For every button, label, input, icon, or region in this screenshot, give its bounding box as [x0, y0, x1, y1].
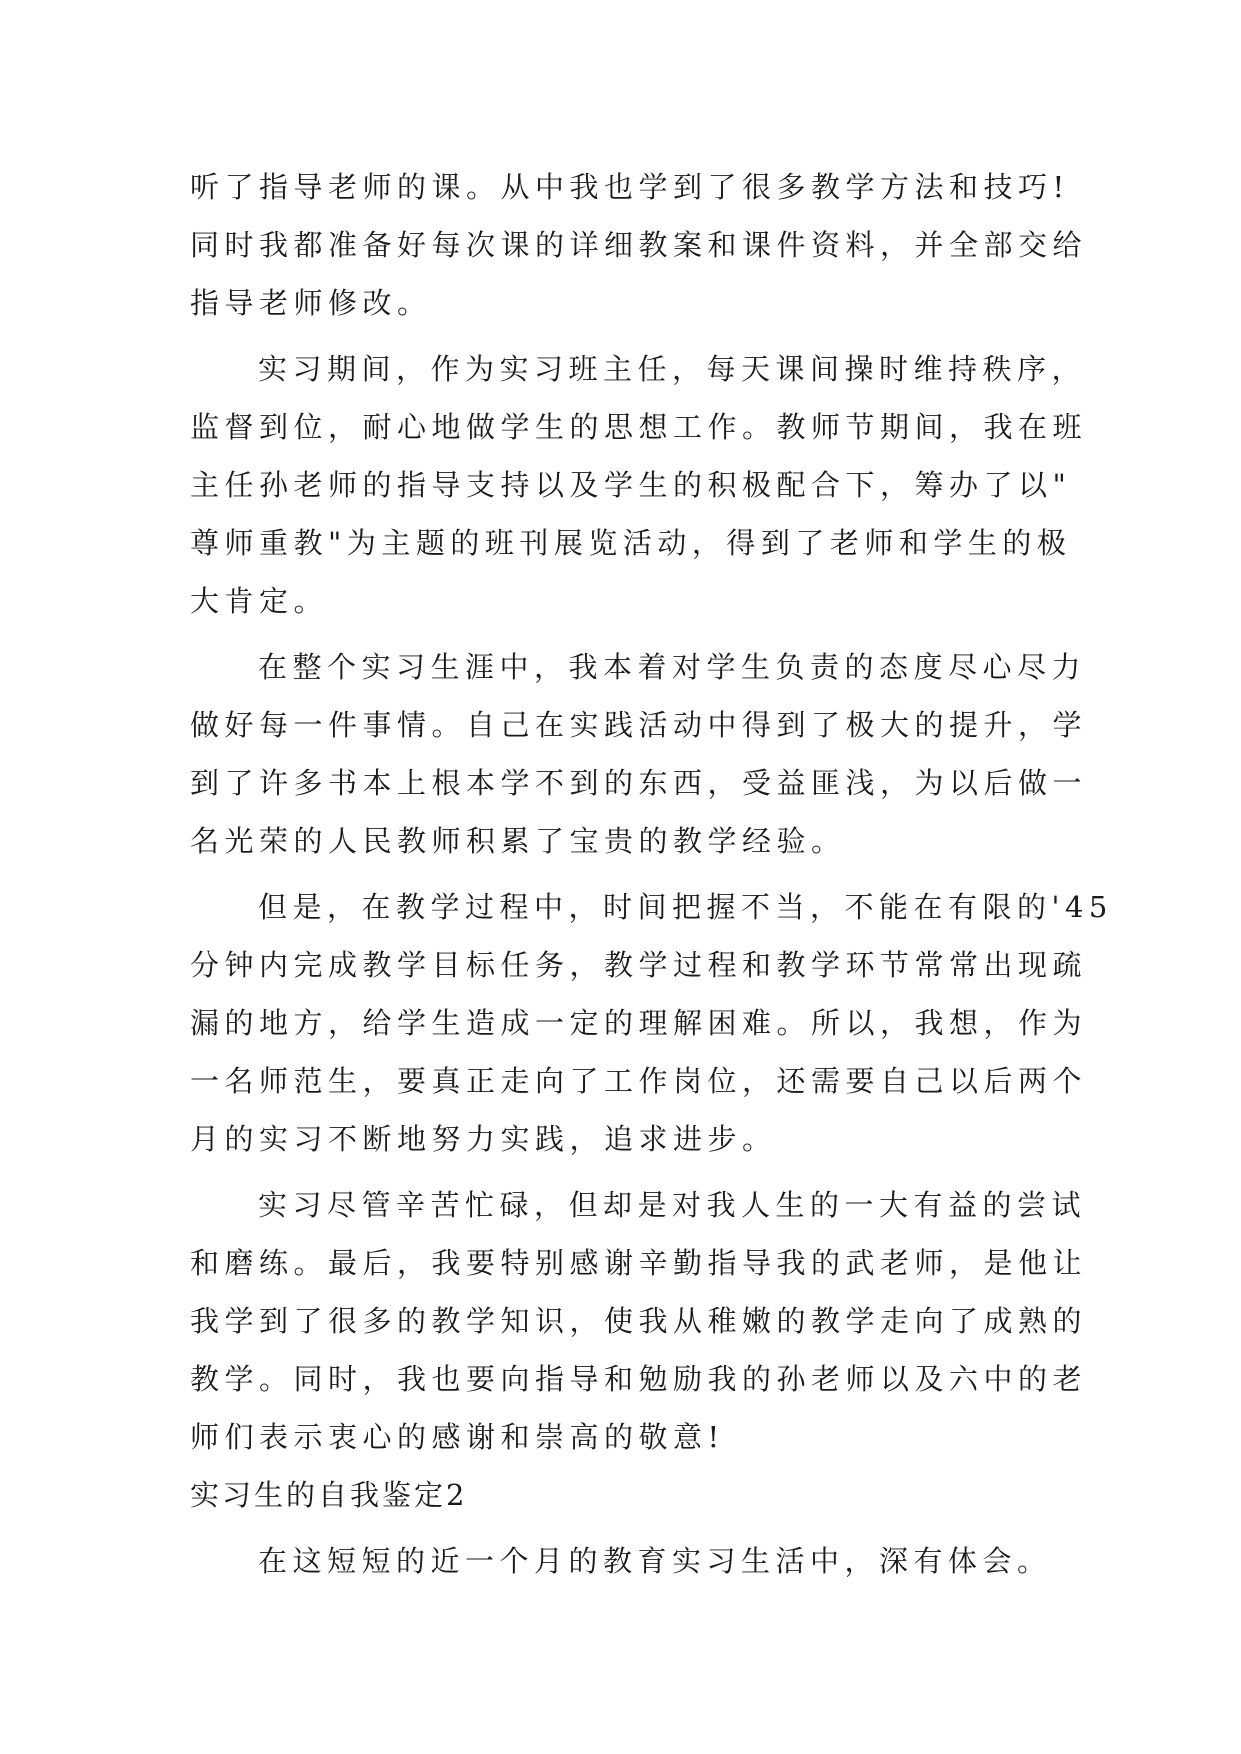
text-line: 一名师范生，要真正走向了工作岗位，还需要自己以后两个 [190, 1064, 1088, 1098]
text-line: 漏的地方，给学生造成一定的理解困难。所以，我想，作为 [190, 1006, 1088, 1040]
text-line: 月的实习不断地努力实践，追求进步。 [190, 1122, 777, 1156]
text-line: 师们表示衷心的感谢和崇高的敬意! [190, 1420, 725, 1454]
paragraph [190, 638, 1088, 870]
paragraph [190, 878, 1113, 1168]
text-line: 名光荣的人民教师积累了宝贵的教学经验。 [190, 824, 846, 858]
text-line: 主任孙老师的指导支持以及学生的积极配合下，筹办了以" [190, 468, 1072, 502]
text-line: 听了指导老师的课。从中我也学到了很多教学方法和技巧! [190, 170, 1070, 204]
text-line: 我学到了很多的教学知识，使我从稚嫩的教学走向了成熟的 [190, 1304, 1088, 1338]
text-line: 实习尽管辛苦忙碌，但却是对我人生的一大有益的尝试 [258, 1188, 1087, 1222]
text-line: 分钟内完成教学目标任务，教学过程和教学环节常常出现疏 [190, 948, 1088, 982]
text-line: 和磨练。最后，我要特别感谢辛勤指导我的武老师，是他让 [190, 1246, 1088, 1280]
text-line: 做好每一件事情。自己在实践活动中得到了极大的提升，学 [190, 708, 1088, 742]
document-body [190, 158, 1113, 1590]
text-line: 大肯定。 [190, 584, 329, 618]
section-heading: 实习生的自我鉴定2 [190, 1478, 468, 1512]
text-line: 实习期间，作为实习班主任，每天课间操时维持秩序， [258, 352, 1087, 386]
text-line: 监督到位，耐心地做学生的思想工作。教师节期间，我在班 [190, 410, 1088, 444]
paragraph [190, 1176, 1088, 1466]
paragraph [190, 158, 1088, 332]
text-line: 到了许多书本上根本学不到的东西，受益匪浅，为以后做一 [190, 766, 1088, 800]
text-line: 但是，在教学过程中，时间把握不当，不能在有限的'45 [258, 890, 1113, 924]
text-line: 尊师重教"为主题的班刊展览活动，得到了老师和学生的极 [190, 526, 1072, 560]
paragraph [190, 1532, 1050, 1590]
text-line: 在整个实习生涯中，我本着对学生负责的态度尽心尽力 [258, 650, 1087, 684]
paragraph [190, 340, 1088, 630]
text-line: 教学。同时，我也要向指导和勉励我的孙老师以及六中的老 [190, 1362, 1088, 1396]
text-line: 在这短短的近一个月的教育实习生活中，深有体会。 [258, 1544, 1052, 1578]
text-line: 指导老师修改。 [190, 286, 432, 320]
text-line: 同时我都准备好每次课的详细教案和课件资料，并全部交给 [190, 228, 1088, 262]
